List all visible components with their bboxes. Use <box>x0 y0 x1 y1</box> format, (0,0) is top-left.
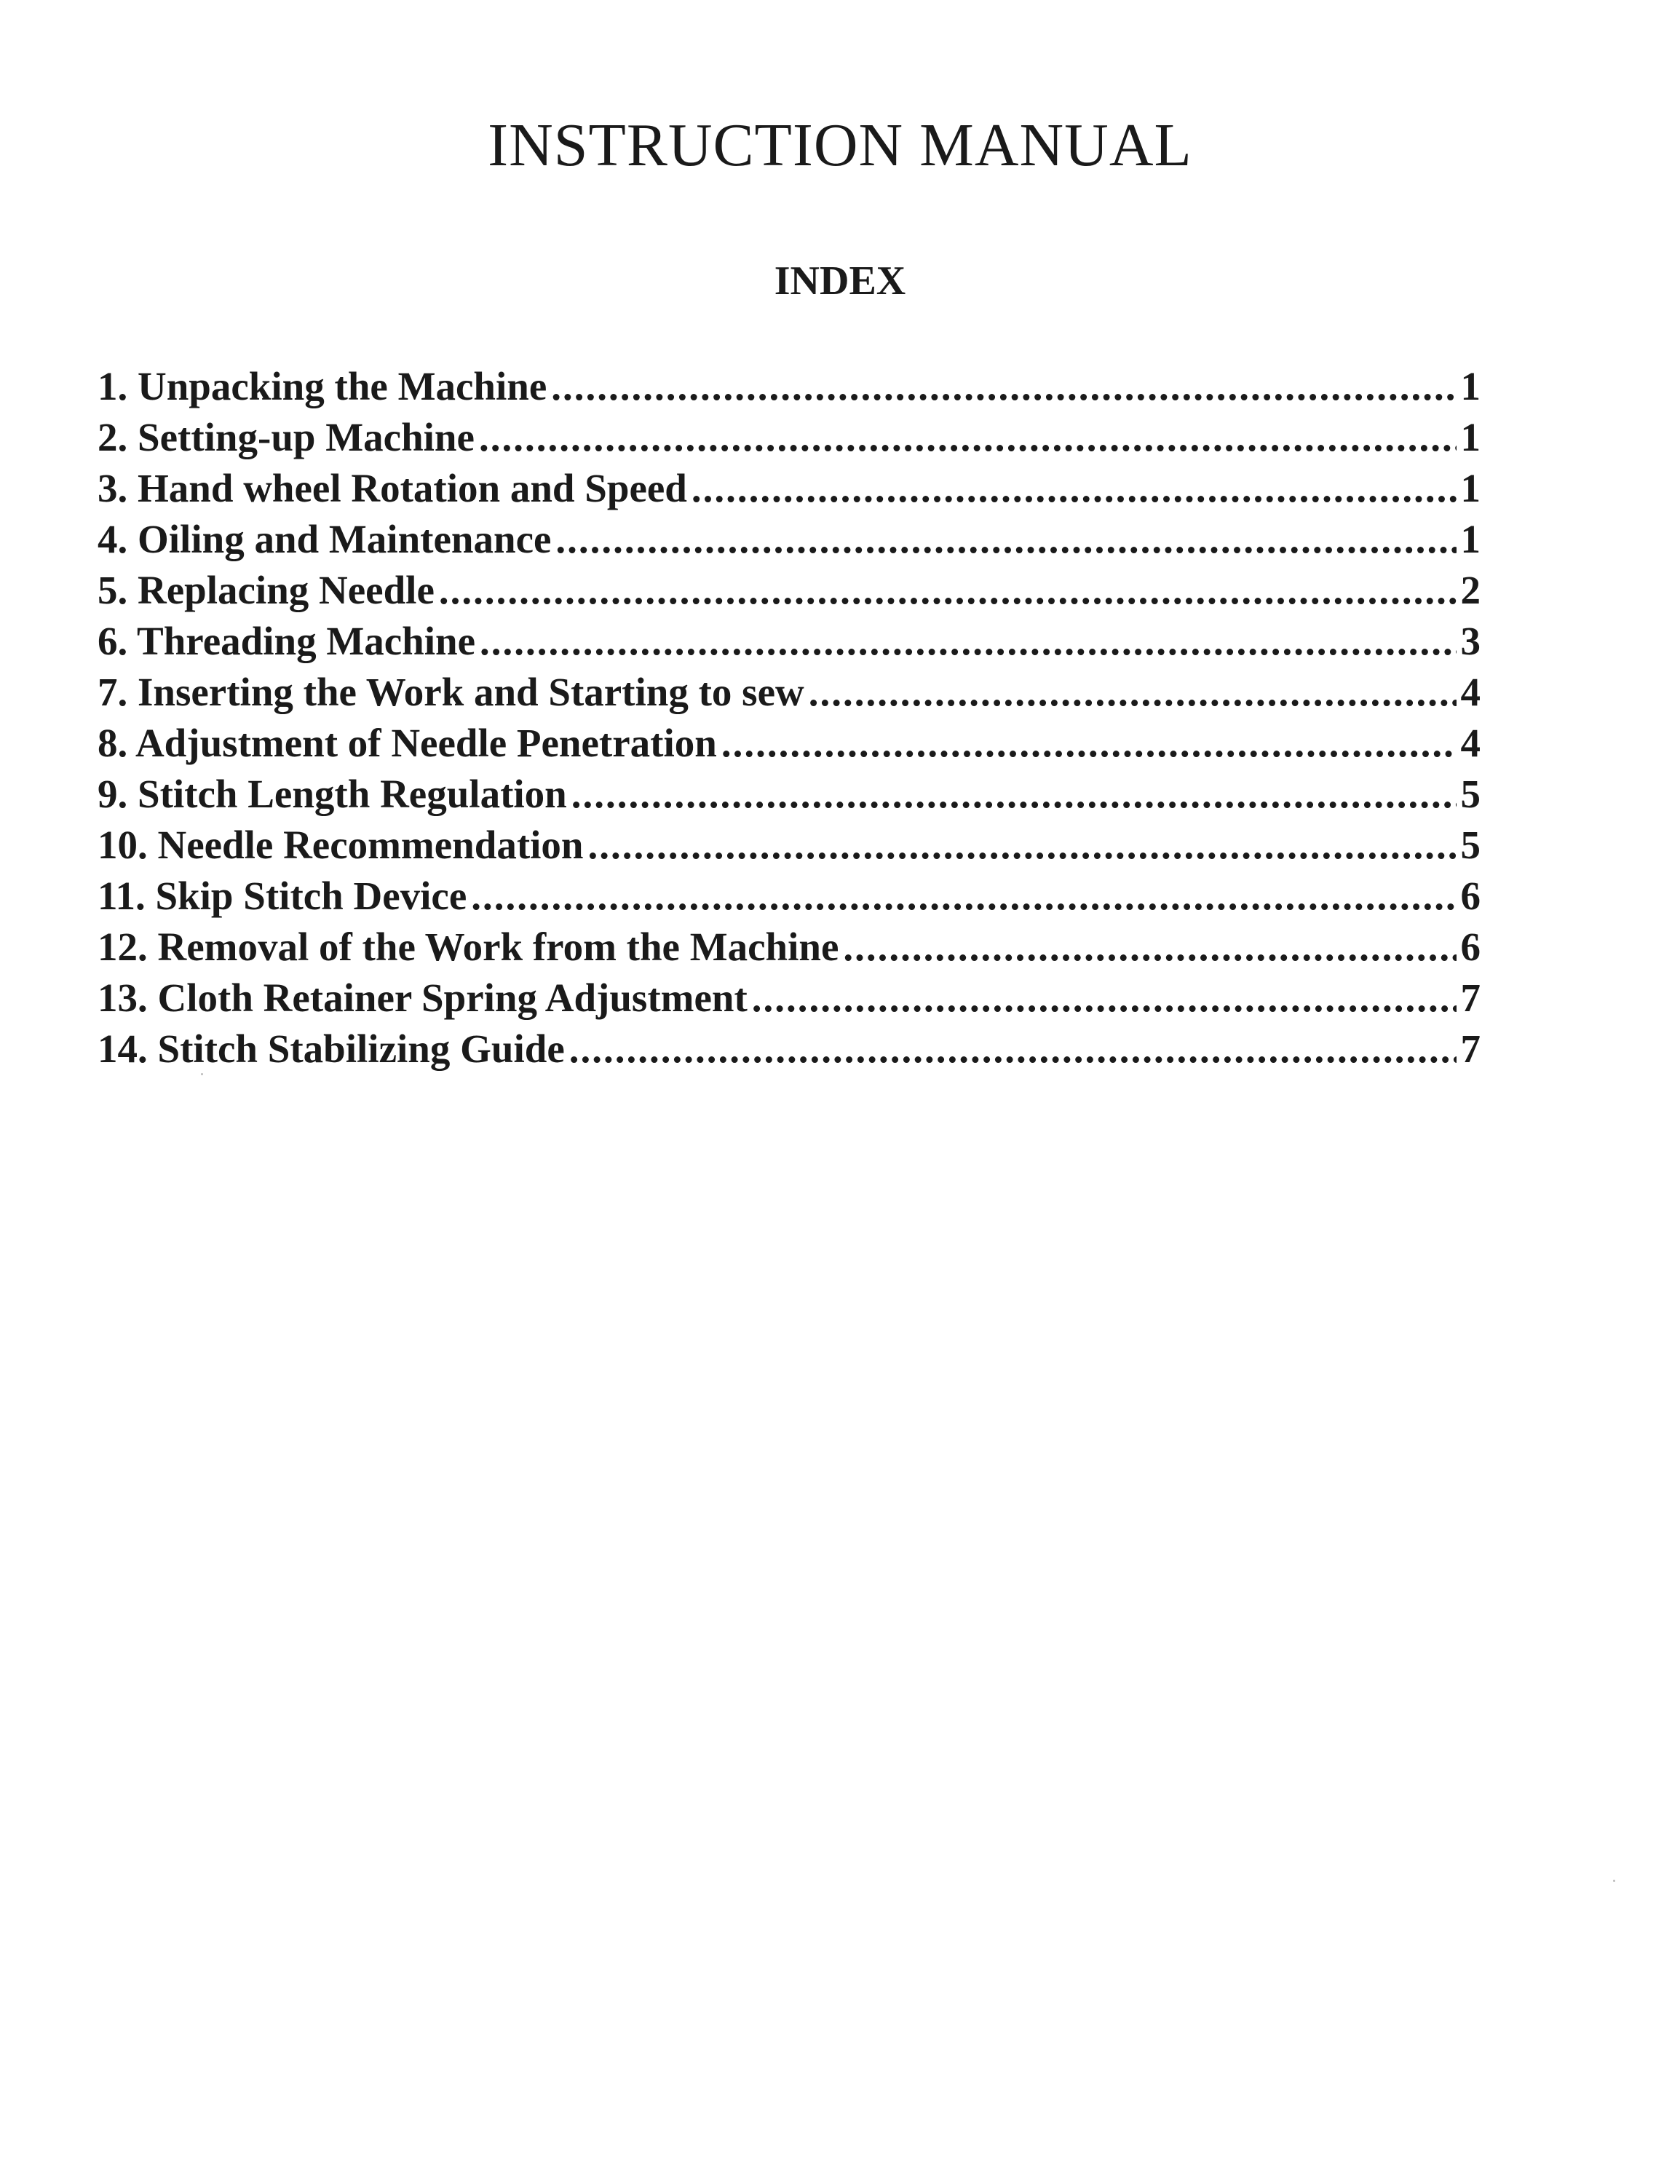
toc-entry-page: 4 <box>1460 670 1481 714</box>
toc-entry-label: 4. Oiling and Maintenance <box>98 517 552 561</box>
toc-entry-label: 13. Cloth Retainer Spring Adjustment <box>98 976 748 1020</box>
toc-entry <box>98 514 1481 565</box>
toc-entry-page: 6 <box>1460 925 1481 969</box>
toc-entry <box>98 820 1481 871</box>
toc-entry-label: 9. Stitch Length Regulation <box>98 772 567 816</box>
toc-entry-label: 7. Inserting the Work and Starting to sew <box>98 670 804 714</box>
toc-dot-leader <box>439 565 1457 616</box>
toc-dot-leader <box>692 463 1457 514</box>
toc-entry <box>98 412 1481 463</box>
toc-entry-label: 6. Threading Machine <box>98 619 476 663</box>
toc-dot-leader <box>721 718 1457 769</box>
toc-entry-page: 6 <box>1460 874 1481 918</box>
toc-dot-leader <box>809 667 1457 718</box>
toc-entry-page: 1 <box>1460 415 1481 459</box>
toc-entry-label: 2. Setting-up Machine <box>98 415 475 459</box>
toc-entry-label: 14. Stitch Stabilizing Guide <box>98 1026 565 1071</box>
toc-entry <box>98 871 1481 922</box>
toc-entry-label: 5. Replacing Needle <box>98 568 435 612</box>
toc-entry <box>98 463 1481 514</box>
toc-dot-leader <box>480 616 1456 667</box>
toc-dot-leader <box>752 973 1457 1024</box>
toc-entry <box>98 565 1481 616</box>
toc-dot-leader <box>555 514 1456 565</box>
document-title: INSTRUCTION MANUAL <box>488 111 1192 179</box>
toc-entry-page: 5 <box>1460 823 1481 867</box>
toc-entry-page: 1 <box>1460 466 1481 510</box>
toc-entry <box>98 973 1481 1024</box>
toc-entry <box>98 361 1481 412</box>
toc-dot-leader <box>569 1024 1457 1075</box>
toc-entry <box>98 769 1481 820</box>
toc-entry-page: 7 <box>1460 1026 1481 1071</box>
toc-entry <box>98 1024 1481 1075</box>
toc-dot-leader <box>551 361 1456 412</box>
toc-entry-label: 10. Needle Recommendation <box>98 823 584 867</box>
toc-entry-page: 7 <box>1460 976 1481 1020</box>
toc-entry-label: 1. Unpacking the Machine <box>98 364 547 408</box>
toc-entry-label: 11. Skip Stitch Device <box>98 874 467 918</box>
toc-entry-page: 1 <box>1460 364 1481 408</box>
toc-entry-page: 1 <box>1460 517 1481 561</box>
toc-entry-page: 5 <box>1460 772 1481 816</box>
toc-entry <box>98 718 1481 769</box>
table-of-contents <box>98 361 1481 1075</box>
toc-entry-label: 12. Removal of the Work from the Machine <box>98 925 839 969</box>
toc-entry <box>98 922 1481 973</box>
toc-dot-leader <box>843 922 1456 973</box>
scan-speck <box>1613 1880 1615 1882</box>
toc-dot-leader <box>479 412 1457 463</box>
toc-dot-leader <box>471 871 1456 922</box>
toc-entry-page: 4 <box>1460 721 1481 765</box>
toc-entry-page: 3 <box>1460 619 1481 663</box>
index-heading: INDEX <box>774 258 906 304</box>
toc-entry <box>98 616 1481 667</box>
toc-entry-page: 2 <box>1460 568 1481 612</box>
toc-dot-leader <box>571 769 1457 820</box>
toc-entry-label: 8. Adjustment of Needle Penetration <box>98 721 717 765</box>
toc-entry <box>98 667 1481 718</box>
toc-dot-leader <box>588 820 1457 871</box>
toc-entry-label: 3. Hand wheel Rotation and Speed <box>98 466 687 510</box>
scan-speck <box>201 1073 203 1075</box>
